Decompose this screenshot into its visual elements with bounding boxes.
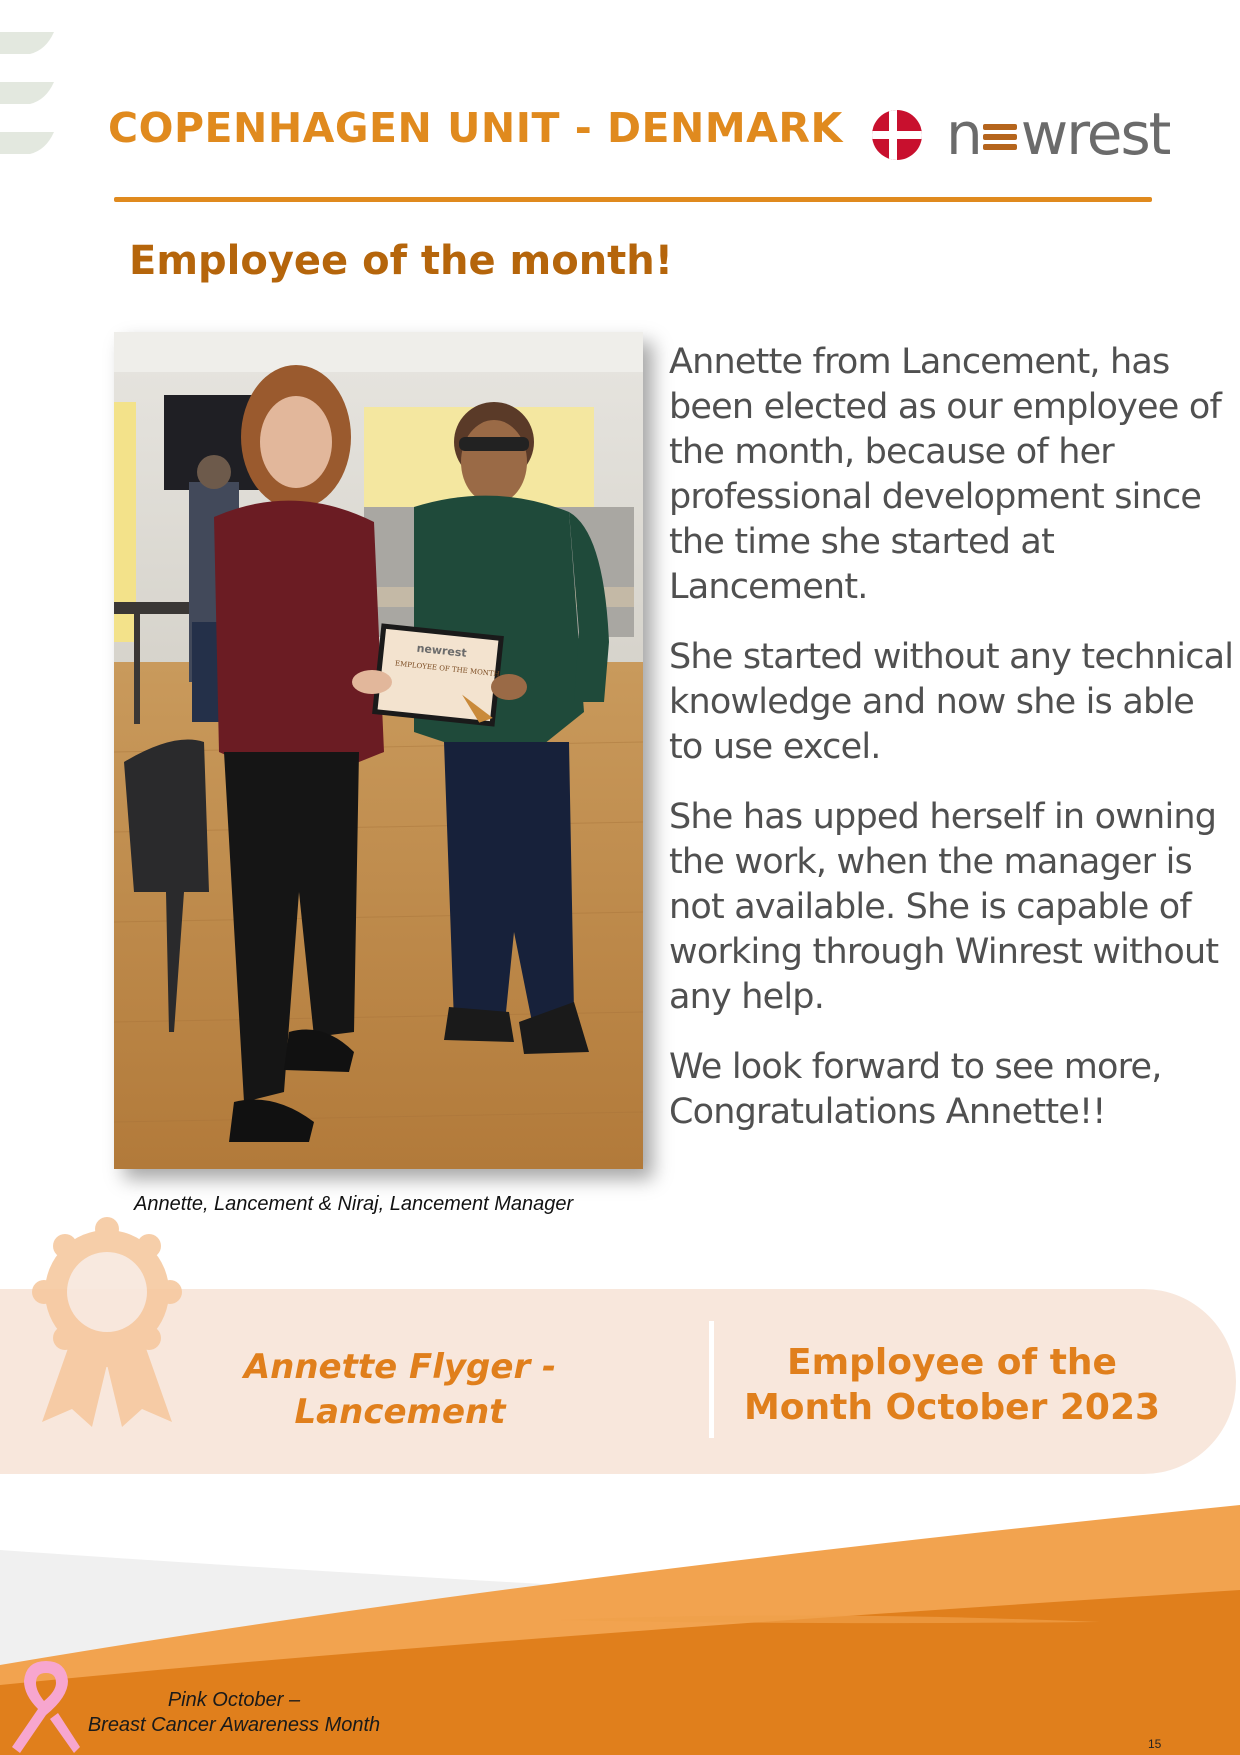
award-title: Employee of the Month October 2023 bbox=[743, 1342, 1161, 1428]
award-photo bbox=[114, 332, 643, 1169]
page-number: 15 bbox=[1148, 1737, 1162, 1751]
article-paragraph: She started without any technical knowledge and now she is able to use excel. bbox=[669, 637, 1234, 767]
article-paragraph: We look forward to see more, Congratulations Annette!! bbox=[669, 1047, 1162, 1132]
certificate-brand: newrest bbox=[416, 641, 468, 660]
campaign-title: Pink October – bbox=[167, 1689, 301, 1711]
awardee-name: Annette Flyger - Lancement bbox=[243, 1347, 557, 1432]
campaign-subtitle: Breast Cancer Awareness Month bbox=[87, 1714, 381, 1736]
certificate-title: EMPLOYEE OF THE MONTH bbox=[394, 659, 501, 679]
section-heading: Employee of the month! bbox=[129, 238, 674, 284]
article-paragraph: Annette from Lancement, has been elected as our employee of the month, because of her professional development since the time she started at Lancement. bbox=[669, 342, 1221, 607]
photo-caption: Annette, Lancement & Niraj, Lancement Manager bbox=[134, 1193, 574, 1215]
logo-stripes-icon bbox=[981, 116, 1021, 156]
logo-text-prefix: n bbox=[946, 100, 981, 168]
logo-text-suffix: wrest bbox=[1020, 100, 1170, 168]
decorative-arcs bbox=[0, 30, 60, 160]
award-rosette-icon bbox=[32, 1217, 182, 1427]
article-paragraph: She has upped herself in owning the work, when the manager is not available. She is capable of working through Winrest without any help. bbox=[669, 797, 1219, 1017]
photo-illustration bbox=[114, 332, 643, 1169]
header-divider bbox=[114, 197, 1152, 202]
banner-divider bbox=[709, 1321, 714, 1438]
article-body bbox=[669, 340, 1234, 1160]
denmark-flag-icon bbox=[872, 110, 922, 160]
newrest-logo bbox=[946, 100, 1169, 168]
pink-october-caption bbox=[84, 1688, 384, 1738]
pink-ribbon-icon bbox=[10, 1657, 82, 1755]
unit-title: COPENHAGEN UNIT - DENMARK bbox=[108, 104, 843, 152]
